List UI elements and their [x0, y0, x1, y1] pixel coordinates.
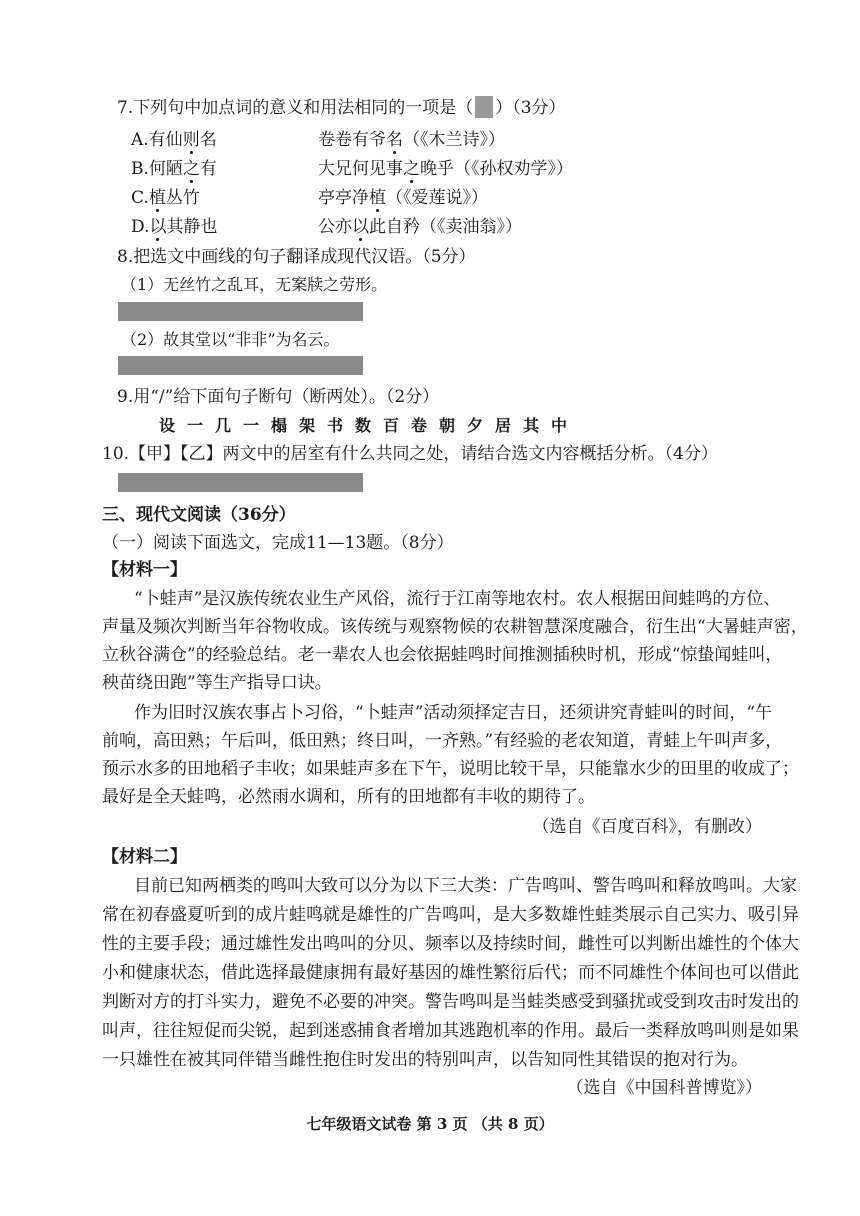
q9-stem: 9.用“/”给下面句子断句（断两处）。（2分） — [117, 387, 440, 407]
q8-stem: 8.把选文中画线的句子翻译成现代汉语。（5分） — [117, 247, 476, 267]
material-2-line: 性的主要手段；通过雄性发出鸣叫的分贝、频率以及持续时间，雌性可以判断出雄性的个体大 — [102, 934, 799, 954]
opt-d-right-pre: 公亦 — [318, 217, 352, 237]
material-1-source: （选自《百度百科》，有删改） — [532, 817, 762, 837]
opt-d-right-post: 此自矜（《卖油翁》） — [369, 217, 522, 237]
material-2-line: 小和健康状态，借此选择最健康拥有最好基因的雄性繁衍后代；而不同雄性个体间也可以借此 — [102, 963, 799, 983]
opt-d-left-post: 其静也 — [166, 217, 218, 237]
page-footer: 七年级语文试卷 第 3 页 （共 8 页） — [306, 1115, 554, 1133]
q9-sentence: 设一几一榻架书数百卷朝夕居其中 — [159, 416, 580, 435]
opt-b-left-pre: B.何陋 — [131, 159, 183, 179]
opt-a-left-dotted: 则 — [182, 130, 200, 150]
material-1-line: 最好是全天蛙鸣，必然雨水调和，所有的田地都有丰收的期待了。 — [102, 787, 595, 807]
material-1-line: 作为旧时汉族农事占卜习俗，“卜蛙声”活动须择定吉日，还须讲究青蛙叫的时间，“午 — [134, 703, 773, 723]
q7-option-c-compare — [318, 186, 488, 210]
opt-a-right-pre: 卷卷有爷 — [318, 130, 386, 150]
q7-option-c — [131, 186, 200, 210]
opt-c-left-post: 丛竹 — [165, 188, 200, 208]
q8-sentence-1: （1）无丝竹之乱耳，无案牍之劳形。 — [121, 275, 388, 294]
material-1-line: “卜蛙声”是汉族传统农业生产风俗，流行于江南等地农村。农人根据田间蛙鸣的方位、 — [134, 589, 781, 609]
q7-score: ）（3分） — [495, 98, 566, 118]
opt-c-left-pre: C. — [131, 188, 149, 208]
material-1-label: 【材料一】 — [102, 560, 187, 580]
material-1-line: 立秋谷满仓”的经验总结。老一辈农人也会依据蛙鸣时间推测插秧时机，形成“惊蛰闻蛙叫， — [102, 645, 783, 665]
material-1-line: 预示水多的田地稻子丰收；如果蛙声多在下午，说明比较干旱，只能靠水少的田里的收成了； — [102, 759, 799, 779]
opt-d-left-dotted: 以 — [149, 217, 167, 237]
q7-option-d — [131, 215, 217, 239]
material-1-line: 声量及频次判断当年谷物收成。该传统与观察物候的农耕智慧深度融合，衍生出“大暑蛙声密， — [102, 617, 808, 637]
answer-area-10[interactable] — [118, 473, 363, 492]
material-2-line: 叫声，往往短促而尖锐，起到迷惑捕食者增加其逃跑机率的作用。最后一类释放鸣叫则是如果 — [102, 1021, 799, 1041]
opt-c-left-dotted: 植 — [148, 188, 166, 208]
q7-option-a — [131, 128, 217, 152]
opt-b-right-dotted: 之 — [403, 159, 420, 179]
q7-stem — [117, 96, 566, 120]
q8-sentence-2: （2）故其堂以“非非”为名云。 — [121, 330, 340, 349]
material-1-line: 秧苗绕田跑”等生产指导口诀。 — [102, 673, 332, 693]
q7-option-b — [131, 157, 217, 181]
q7-stem-text: 7.下列句中加点词的意义和用法相同的一项是（ — [117, 98, 474, 118]
answer-area-8-2[interactable] — [118, 356, 363, 375]
section-heading: 三、现代文阅读（36分） — [102, 505, 296, 525]
material-1-line: 前响，高田熟；午后叫，低田熟；终日叫，一齐熟。”有经验的老农知道，青蛙上午叫声多， — [102, 731, 783, 751]
opt-b-right-post: 晚乎（《孙权劝学》） — [420, 159, 573, 179]
material-2-label: 【材料二】 — [102, 847, 187, 867]
opt-c-right-dotted: 植 — [369, 188, 386, 208]
q7-option-b-compare — [318, 157, 573, 181]
opt-d-left-pre: D. — [131, 217, 150, 237]
q7-option-d-compare — [318, 215, 522, 239]
material-2-line: 目前已知两栖类的鸣叫大致可以分为以下三大类：广告鸣叫、警告鸣叫和释放鸣叫。大家 — [134, 876, 797, 896]
material-2-line: 一只雄性在被其同伴错当雌性抱住时发出的特别叫声，以告知同性其错误的抱对行为。 — [102, 1050, 748, 1070]
opt-b-right-pre: 大兄何见事 — [318, 159, 403, 179]
opt-a-right-dotted: 名 — [386, 130, 403, 150]
q7-option-a-compare — [318, 128, 505, 152]
q10-stem: 10.【甲】【乙】两文中的居室有什么共同之处，请结合选文内容概括分析。（4分） — [102, 444, 718, 464]
opt-a-left-post: 名 — [199, 130, 217, 150]
opt-b-left-post: 有 — [199, 159, 217, 179]
opt-d-right-dotted: 以 — [352, 217, 369, 237]
answer-area-8-1[interactable] — [118, 302, 363, 321]
opt-a-right-post: （《木兰诗》） — [403, 130, 505, 150]
section-instruction: （一）阅读下面选文，完成11—13题。（8分） — [102, 533, 454, 553]
material-2-line: 判断对方的打斗实力，避免不必要的冲突。警告鸣叫是当蛙类感受到骚扰或受到攻击时发出的 — [102, 992, 799, 1012]
material-2-source: （选自《中国科普博览》） — [566, 1078, 762, 1098]
answer-box[interactable] — [475, 96, 493, 118]
material-2-line: 常在初春盛夏听到的成片蛙鸣就是雄性的广告鸣叫，是大多数雄性蛙类展示自己实力、吸引异 — [102, 905, 799, 925]
opt-a-left-pre: A.有仙 — [131, 130, 183, 150]
opt-b-left-dotted: 之 — [182, 159, 200, 179]
opt-c-right-post: （《爱莲说》） — [386, 188, 488, 208]
opt-c-right-pre: 亭亭净 — [318, 188, 369, 208]
